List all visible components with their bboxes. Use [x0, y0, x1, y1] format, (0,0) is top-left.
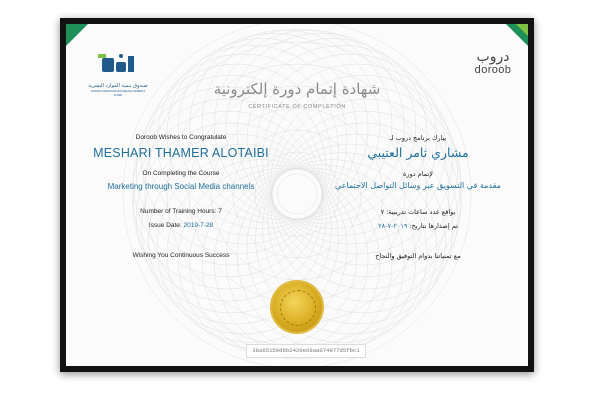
seal-inner-ring	[280, 290, 316, 326]
en-hours-line	[86, 208, 276, 215]
gold-seal-icon	[272, 282, 322, 332]
verification-hash: 38a65159d6b2420e68aa074977d5fbc1	[246, 344, 366, 358]
en-hours-value: 7	[218, 208, 222, 215]
ar-wishes-text: يبارك برنامج دروب لـ	[389, 134, 447, 142]
en-wishes-text: Doroob Wishes to Congratulate	[135, 134, 227, 141]
doroob-logo-ar: دروب	[476, 49, 510, 65]
ar-issue-label: تم إصدارها بتاريخ:	[409, 222, 458, 230]
ar-closing-text: مع تمنياتنا بدوام التوفيق والنجاح	[375, 252, 461, 260]
en-issue-value: 2019-7-28	[183, 222, 214, 229]
hrdf-tagline-ar: صندوق تنمية الموارد البشرية	[88, 83, 148, 89]
ar-hours-value: ٧	[380, 208, 385, 216]
ar-hours-label: بواقع عدد ساعات تدريبية:	[386, 208, 456, 216]
recipient-name-ar: مشاري ثامر العتيبي	[367, 145, 469, 160]
certificate-title-ar: شهادة إتمام دورة إلكترونية	[213, 80, 381, 98]
ar-completing-text: لإتمام دورة	[403, 170, 433, 178]
en-closing-text: Wishing You Continuous Success	[132, 252, 230, 259]
en-completing-text: On Completing the Course	[142, 170, 220, 177]
certificate-frame	[60, 18, 534, 372]
ar-issue-line	[318, 222, 518, 230]
en-hours-label: Number of Training Hours:	[140, 208, 217, 215]
doroob-logo-en: doroob	[474, 64, 512, 76]
ar-issue-value: ٢٠١٩-٧-٢٨	[378, 222, 408, 230]
hrdf-tagline-en: HUMAN RESOURCES DEVELOPMENT FUND	[90, 89, 146, 97]
hrdf-mark-icon	[88, 52, 148, 78]
en-issue-line	[86, 222, 276, 229]
corner-decoration-right-inner	[516, 24, 528, 36]
course-name-en: Marketing through Social Media channels	[107, 182, 255, 191]
course-name-ar: مقدمة في التسويق عبر وسائل التواصل الاجتماعي	[335, 181, 501, 190]
certificate-sheet	[66, 24, 528, 366]
recipient-name-en: MESHARI THAMER ALOTAIBI	[93, 146, 269, 160]
certificate-title-en: CERTIFICATE OF COMPLETION	[248, 104, 346, 110]
ar-hours-line	[318, 208, 518, 216]
en-issue-label: Issue Date:	[148, 222, 182, 229]
corner-decoration-left	[66, 24, 88, 46]
